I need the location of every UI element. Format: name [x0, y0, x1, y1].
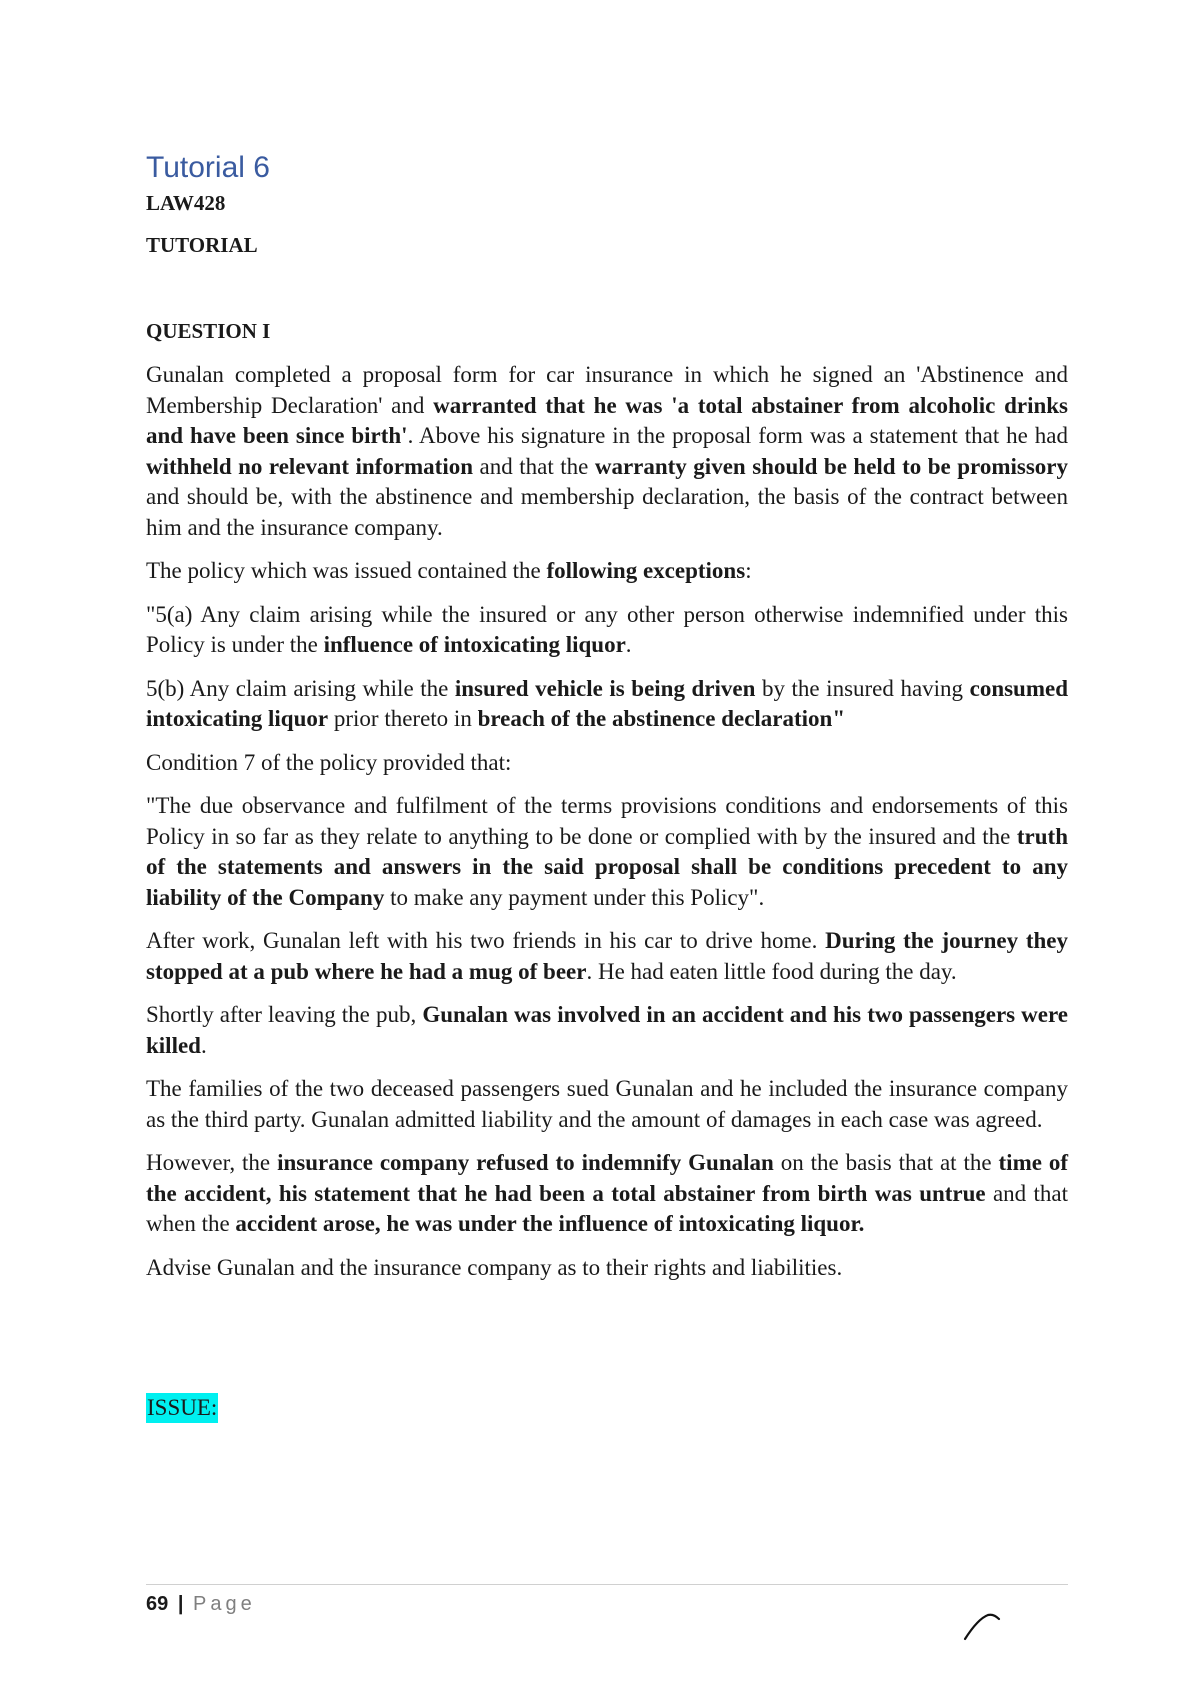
bold-text-run: influence of intoxicating liquor — [323, 632, 626, 657]
paragraph — [146, 1074, 1068, 1135]
bold-text-run: accident arose, he was under the influence of intoxicating liquor. — [235, 1211, 865, 1236]
text-run: The families of the two deceased passengers sued Gunalan and he included the insurance company as the third party. Gunalan admitted liability and the amount of damages in each case was agreed. — [146, 1076, 1068, 1132]
page-footer — [146, 1584, 1068, 1616]
text-run: Shortly after leaving the pub, — [146, 1002, 423, 1027]
tutorial-heading: Tutorial 6 — [146, 151, 270, 184]
text-run: Gunalan completed a proposal form for car insurance in which he signed an 'Abstinence and Membership Declaration' and — [146, 362, 1068, 418]
page-word: Page — [192, 1593, 256, 1615]
page-number: 69 — [146, 1593, 169, 1615]
paragraph — [146, 791, 1068, 913]
paragraph — [146, 674, 1068, 735]
question-body — [146, 360, 1068, 1283]
text-run: by the insured having — [755, 675, 970, 701]
text-run: The policy which was issued contained the — [146, 558, 547, 583]
text-run: "5(a) Any claim arising while the insured or any other person otherwise indemnified under this Policy is under the — [146, 601, 1068, 657]
paragraph — [146, 748, 1068, 779]
bold-text-run: insurance company refused to indemnify Gunalan — [277, 1150, 774, 1175]
issue-label: ISSUE: — [146, 1393, 218, 1423]
bold-text-run: warranty given should be held to be promissory — [594, 453, 1068, 479]
paragraph — [146, 1253, 1068, 1284]
text-run: to make any payment under this Policy". — [384, 884, 765, 910]
text-run: 5(b) Any claim arising while the — [146, 675, 455, 701]
text-run: However, the — [146, 1150, 278, 1175]
text-run: . Above his signature in the proposal form was a statement that he had — [407, 423, 1068, 448]
paragraph — [146, 1000, 1068, 1061]
paragraph — [146, 556, 1068, 587]
paragraph — [146, 600, 1068, 661]
text-run: and that the — [473, 453, 595, 479]
document-page — [146, 150, 1068, 1423]
text-run: . — [625, 632, 632, 657]
bold-text-run: withheld no relevant information — [146, 453, 474, 479]
paragraph — [146, 360, 1068, 543]
bold-text-run: following exceptions — [546, 558, 746, 583]
paragraph — [146, 1148, 1068, 1240]
bold-text-run: breach of the abstinence declaration" — [477, 706, 846, 731]
bold-text-run: Gunalan was involved in an accident and his two passengers were killed — [146, 1002, 1068, 1058]
text-run: on the basis that at the — [773, 1150, 999, 1175]
footer-separator: | — [177, 1593, 184, 1615]
bold-text-run: truth of the statements and answers in the said proposal shall be conditions precedent to any liability of the Company — [146, 823, 1068, 910]
pen-mark-icon — [962, 1610, 1004, 1642]
bold-text-run: During the journey they stopped at a pub where he had a mug of beer — [146, 928, 1069, 984]
text-run: and should be, with the abstinence and membership declaration, the basis of the contract between him and the insurance company. — [146, 484, 1068, 540]
bold-text-run: warranted that he was 'a total abstainer from alcoholic drinks and have been since birth' — [146, 392, 1068, 448]
text-run: After work, Gunalan left with his two friends in his car to drive home. — [146, 928, 826, 953]
text-run: Condition 7 of the policy provided that: — [146, 749, 512, 775]
tutorial-label: TUTORIAL — [146, 233, 258, 257]
text-run: Advise Gunalan and the insurance company as to their rights and liabilities. — [146, 1254, 843, 1280]
text-run: and that when the — [146, 1180, 1068, 1236]
text-run: : — [745, 558, 752, 583]
paragraph — [146, 926, 1068, 987]
course-code: LAW428 — [146, 191, 226, 215]
text-run: prior thereto in — [328, 706, 478, 731]
bold-text-run: time of the accident, his statement that he had been a total abstainer from birth was untrue — [146, 1150, 1069, 1206]
question-title: QUESTION I — [146, 319, 271, 343]
text-run: "The due observance and fulfilment of the terms provisions conditions and endorsements of this Policy in so far as they relate to anything to be done or complied with by the insured and the — [146, 793, 1068, 849]
text-run: . He had eaten little food during the day. — [586, 958, 957, 984]
text-run: . — [200, 1032, 207, 1058]
bold-text-run: consumed intoxicating liquor — [146, 675, 1069, 731]
bold-text-run: insured vehicle is being driven — [454, 675, 756, 701]
